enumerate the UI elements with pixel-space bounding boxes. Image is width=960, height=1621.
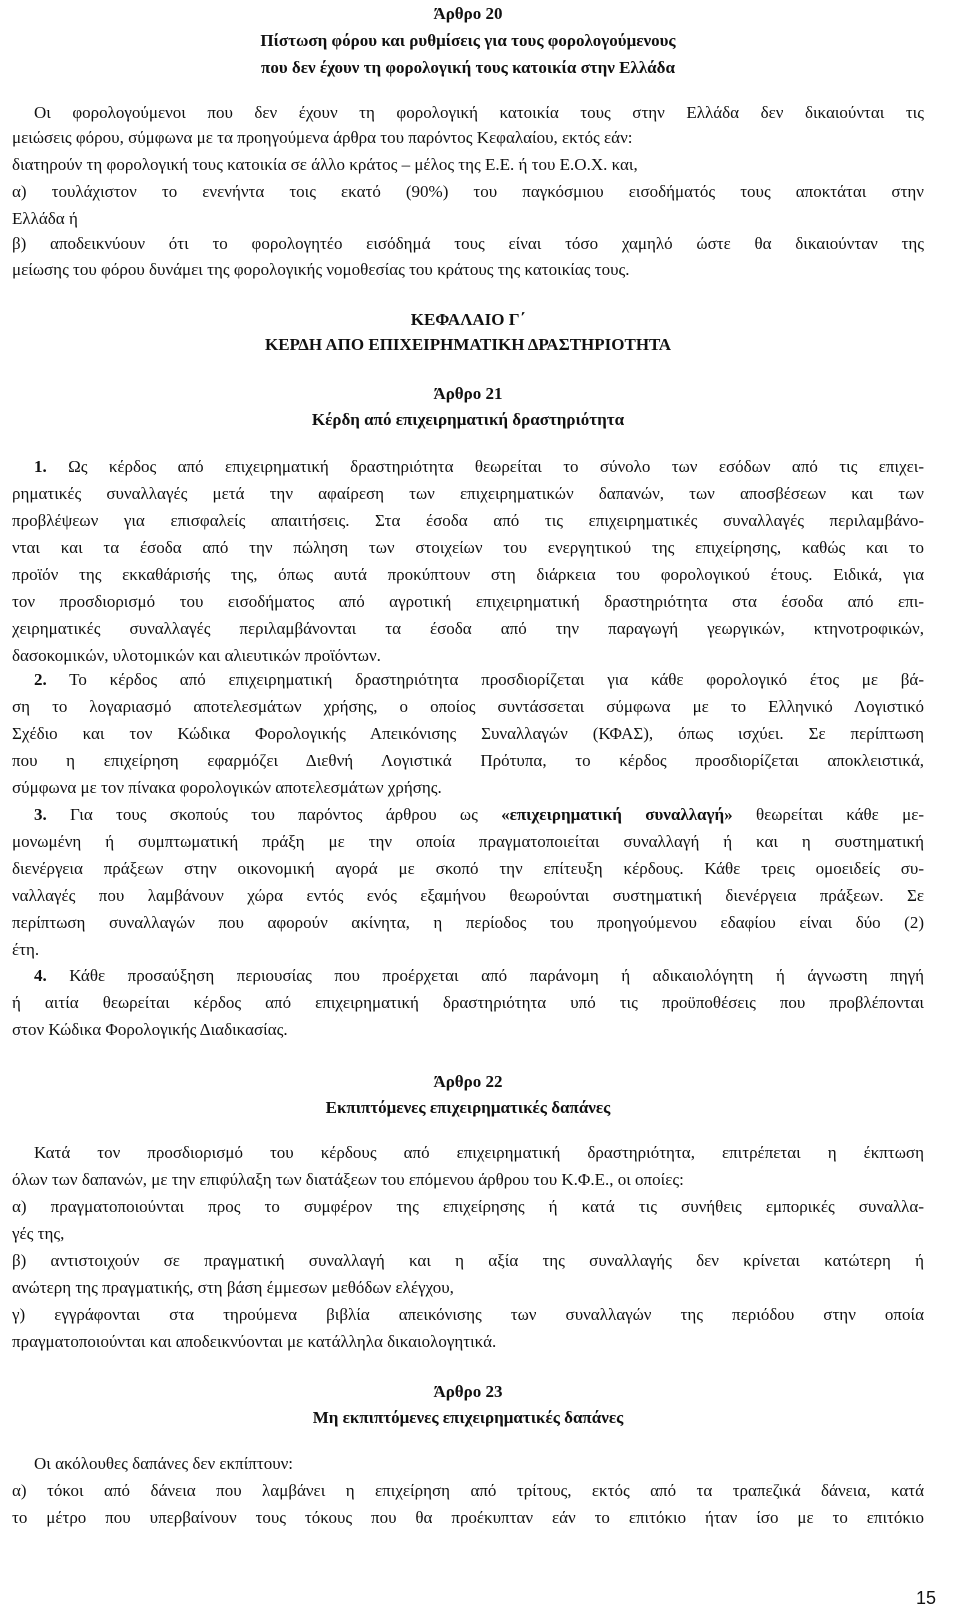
article-20-line: διατηρούν τη φορολογική τους κατοικία σε άλλο κράτος – μέλος της Ε.Ε. ή του Ε.Ο.Χ. και,	[12, 155, 638, 174]
article-21-paragraph-2-first-line	[34, 668, 924, 692]
paragraph-text: Κάθε προσαύξηση περιουσίας που προέρχεται από παράνομη ή αδικαιολόγητη ή άγνωστη πηγή	[46, 966, 924, 985]
article-20-line: β) αποδεικνύουν ότι το φορολογητέο εισόδημά τους είναι τόσο χαμηλό ώστε θα δικαιούνταν της	[12, 234, 924, 253]
article-20-subtitle-2: που δεν έχουν τη φορολογική τους κατοικία στην Ελλάδα	[261, 58, 675, 77]
article-21-line: περίπτωση συναλλαγών που αφορούν ακίνητα, η περίοδος του προηγούμενου εδαφίου είναι δύο (2)	[12, 913, 924, 932]
article-22-line: ανώτερη της πραγματικής, στη βάση έμμεσων μεθόδων ελέγχου,	[12, 1278, 454, 1297]
article-23-line: το μέτρο που υπερβαίνουν τους τόκους που θα προέκυπταν εάν το επιτόκιο ήταν ίσο με το επιτόκιο	[12, 1508, 924, 1527]
article-20-line: α) τουλάχιστον το ενενήντα τοις εκατό (90%) του παγκόσμιου εισοδήματός τους αποκτάται στην	[12, 182, 924, 201]
article-21-line: προϊόν της εκκαθάρισής της, όπως αυτά προκύπτουν στη διάρκεια του φορολογικού έτους. Ειδικά, για	[12, 565, 924, 584]
article-21-paragraph-4-first-line	[34, 964, 924, 988]
article-21-title: Άρθρο 21	[433, 384, 503, 403]
article-20-title: Άρθρο 20	[433, 4, 503, 23]
article-23-line: α) τόκοι από δάνεια που λαμβάνει η επιχείρηση από τρίτους, εκτός από τα τραπεζικά δάνεια, κατά	[12, 1481, 924, 1500]
article-21-line: ή αιτία θεωρείται κέρδος από επιχειρηματική δραστηριότητα υπό τις προϋποθέσεις που προβλέπονται	[12, 993, 924, 1012]
article-20-line: μείωσης του φόρου δυνάμει της φορολογικής νομοθεσίας του κράτους της κατοικίας τους.	[12, 260, 630, 279]
article-20-line: Ελλάδα ή	[12, 209, 78, 228]
article-22-line: όλων των δαπανών, με την επιφύλαξη των διατάξεων του επόμενου άρθρου του Κ.Φ.Ε., οι οποίες:	[12, 1170, 684, 1189]
article-22-line: Κατά τον προσδιορισμό του κέρδους από επιχειρηματική δραστηριότητα, επιτρέπεται η έκπτωση	[34, 1143, 924, 1162]
paragraph-number: 3.	[34, 805, 47, 824]
article-22-line: γές της,	[12, 1224, 65, 1243]
paragraph-text: θεωρείται κάθε με-	[732, 805, 924, 824]
paragraph-text: Ως κέρδος από επιχειρηματική δραστηριότητα θεωρείται το σύνολο των εσόδων από τις επιχει-	[46, 457, 924, 476]
chapter-title: ΚΕΦΑΛΑΙΟ Γ΄	[410, 310, 526, 329]
article-21-line: Σχέδιο και τον Κώδικα Φορολογικής Απεικόνισης Συναλλαγών (ΚΦΑΣ), όπως ισχύει. Σε περίπτωση	[12, 724, 924, 743]
business-transaction-term: «επιχειρηματική συναλλαγή»	[501, 805, 733, 824]
article-22-line: α) πραγματοποιούνται προς το συμφέρον της επιχείρησης ή κατά τις συνήθεις εμπορικές συναλλα-	[12, 1197, 924, 1216]
article-21-line: τον προσδιορισμό του εισοδήματος από αγροτική επιχειρηματική δραστηριότητα στα έσοδα από επι-	[12, 592, 924, 611]
article-22-line: γ) εγγράφονται στα τηρούμενα βιβλία απεικόνισης των συναλλαγών της περιόδου στην οποία	[12, 1305, 924, 1324]
article-21-line: που η επιχείρηση εφαρμόζει Διεθνή Λογιστικά Πρότυπα, το κέρδος προσδιορίζεται αποκλειστικά,	[12, 751, 924, 770]
article-21-line: έτη.	[12, 940, 40, 959]
chapter-subtitle: ΚΕΡΔΗ ΑΠΟ ΕΠΙΧΕΙΡΗΜΑΤΙΚΗ ΔΡΑΣΤΗΡΙΟΤΗΤΑ	[264, 335, 672, 354]
paragraph-number: 2.	[34, 670, 47, 689]
article-22-subtitle: Εκπιπτόμενες επιχειρηματικές δαπάνες	[325, 1098, 611, 1117]
article-21-line: ρηματικές συναλλαγές μετά την αφαίρεση των επιχειρηματικών δαπανών, των αποσβέσεων και των	[12, 484, 924, 503]
article-21-line: διενέργεια πράξεων στην οικονομική αγορά με σκοπό την επίτευξη κέρδους. Κάθε τρεις ομοειδείς συ-	[12, 859, 924, 878]
article-21-line: ναλλαγές που λαμβάνουν χώρα εντός ενός εξαμήνου θεωρούνται συστηματική διενέργεια πράξεων. Σε	[12, 886, 924, 905]
article-21-line: νται και τα έσοδα από την πώληση των στοιχείων του ενεργητικού της επιχείρησης, καθώς και το	[12, 538, 924, 557]
article-20-line: μειώσεις φόρου, σύμφωνα με τα προηγούμενα άρθρα του παρόντος Κεφαλαίου, εκτός εάν:	[12, 128, 633, 147]
paragraph-number: 4.	[34, 966, 47, 985]
article-21-line: σύμφωνα με τον πίνακα φορολογικών αποτελεσμάτων χρήσης.	[12, 778, 442, 797]
article-21-line: δασοκομικών, υλοτομικών και αλιευτικών προϊόντων.	[12, 646, 381, 665]
article-20-line: Οι φορολογούμενοι που δεν έχουν τη φορολογική κατοικία τους στην Ελλάδα δεν δικαιούνται τις	[34, 103, 924, 122]
article-23-subtitle: Μη εκπιπτόμενες επιχειρηματικές δαπάνες	[312, 1408, 624, 1427]
article-21-paragraph-1-first-line	[34, 455, 924, 479]
article-21-line: χειρηματικές συναλλαγές περιλαμβάνονται τα έσοδα από την παραγωγή γεωργικών, κτηνοτροφικών,	[12, 619, 924, 638]
article-22-line: πραγματοποιούνται και αποδεικνύονται με κατάλληλα δικαιολογητικά.	[12, 1332, 497, 1351]
article-23-title: Άρθρο 23	[433, 1382, 503, 1401]
article-21-line: ση το λογαριασμό αποτελεσμάτων χρήσης, ο οποίος συντάσσεται σύμφωνα με το Ελληνικό Λογιστικό	[12, 697, 924, 716]
article-21-line: προβλέψεων για επισφαλείς απαιτήσεις. Στα έσοδα από τις επιχειρηματικές συναλλαγές περιλαμβάνο-	[12, 511, 924, 530]
article-21-subtitle: Κέρδη από επιχειρηματική δραστηριότητα	[311, 410, 625, 429]
article-22-title: Άρθρο 22	[433, 1072, 503, 1091]
paragraph-text: Το κέρδος από επιχειρηματική δραστηριότητα προσδιορίζεται για κάθε φορολογικό έτος με βά-	[46, 670, 924, 689]
article-21-line: στον Κώδικα Φορολογικής Διαδικασίας.	[12, 1020, 288, 1039]
article-22-line: β) αντιστοιχούν σε πραγματική συναλλαγή και η αξία της συναλλαγής δεν κρίνεται κατώτερη ή	[12, 1251, 924, 1270]
page-number: 15	[915, 1588, 936, 1608]
article-21-line: μονωμένη ή συμπτωματική πράξη με την οποία πραγματοποιείται συναλλαγή ή και η συστηματική	[12, 832, 924, 851]
article-20-subtitle-1: Πίστωση φόρου και ρυθμίσεις για τους φορολογούμενους	[260, 31, 676, 50]
article-21-paragraph-3-first-line	[34, 803, 924, 827]
paragraph-number: 1.	[34, 457, 47, 476]
article-23-line: Οι ακόλουθες δαπάνες δεν εκπίπτουν:	[34, 1454, 294, 1473]
paragraph-text: Για τους σκοπούς του παρόντος άρθρου ως	[46, 805, 502, 824]
